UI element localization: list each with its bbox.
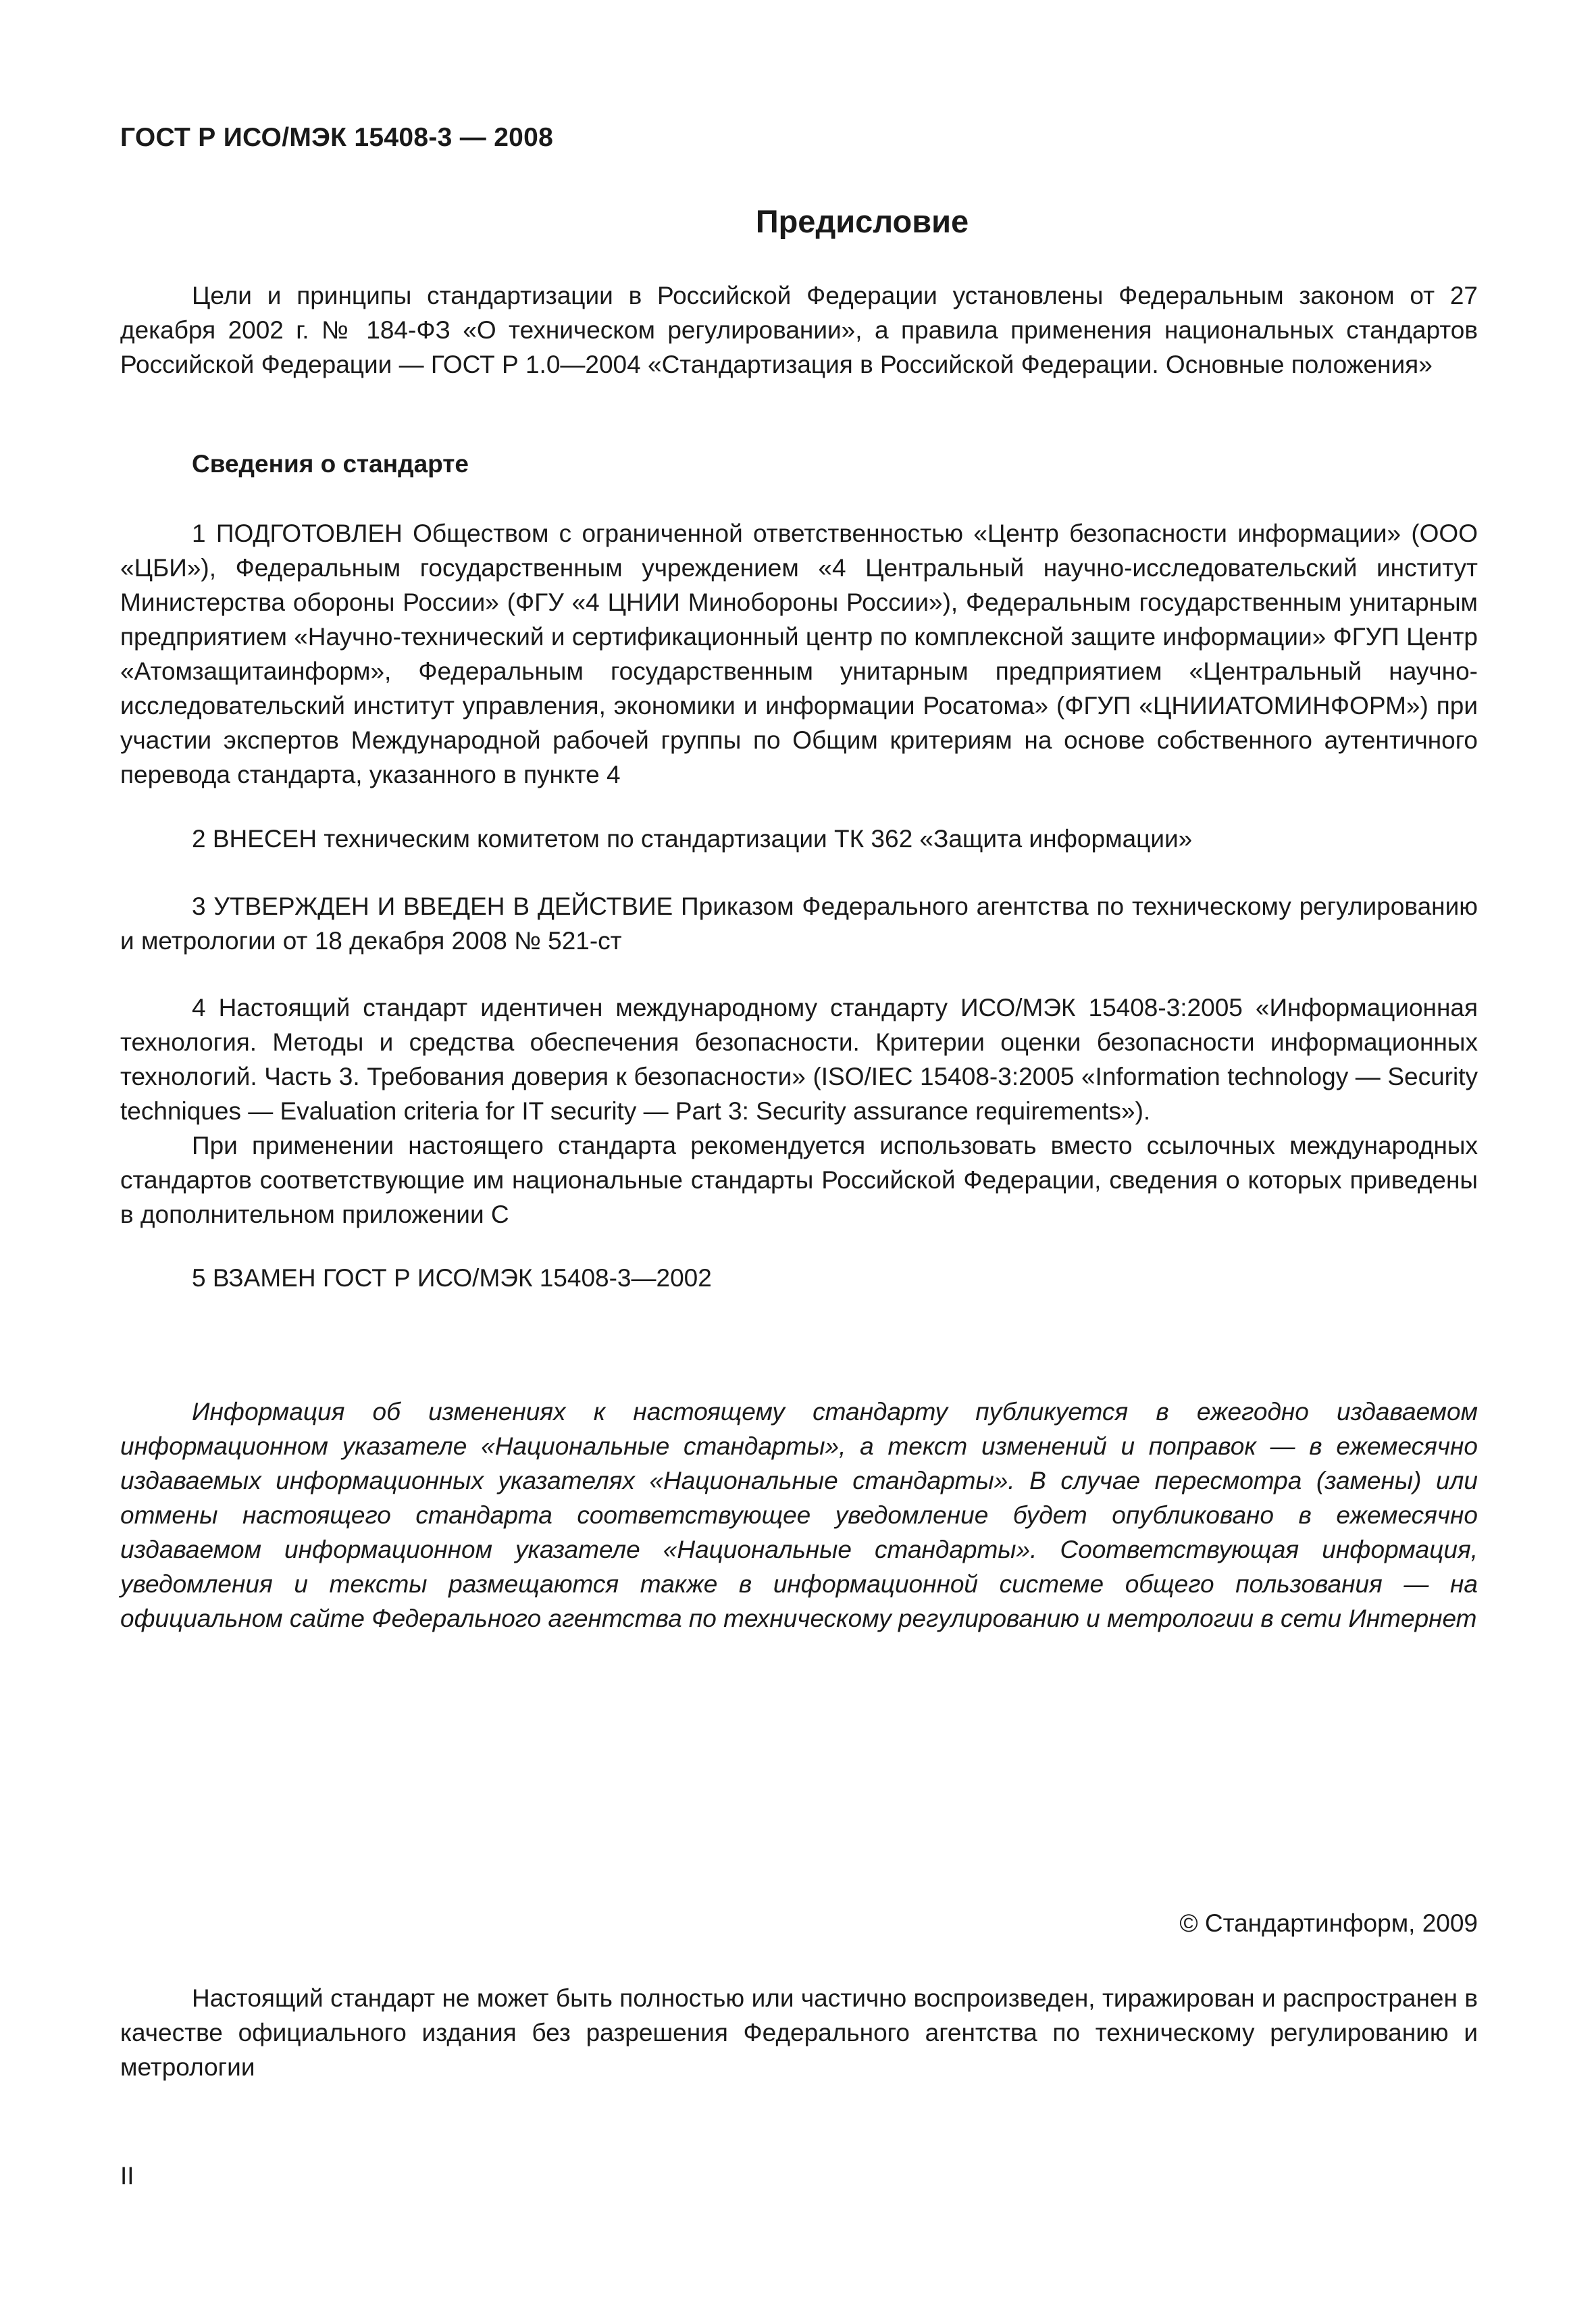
item-paragraph: 1 ПОДГОТОВЛЕН Обществом с ограниченной ответственностью «Центр безопасности информации» (ООО «ЦБИ»), Федеральным государственным учреждением «4 Центральный научно-исследовательский институт Министерства обороны России» (ФГУ «4 ЦНИИ Минобороны России»), Федеральным государственным унитарным предприятием «Научно-технический и сертификационный центр по комплексной защите информации» ФГУП Центр «Атомзащитаинформ», Федеральным государственным унитарным предприятием «Центральный научно-исследовательский институт управления, экономики и информации Росатома» (ФГУП «ЦНИИАТОМИНФОРМ») при участии экспертов Международной рабочей группы по Общим критериям на основе собственного аутентичного перевода стандарта, указанного в пункте 4 (120, 520, 1478, 788)
info-heading: Сведения о стандарте (192, 450, 469, 478)
item-paragraph: При применении настоящего стандарта рекомендуется использовать вместо ссылочных международных стандартов соответствующие им национальные стандарты Российской Федерации, сведения о которых приведены в дополнительном приложении С (120, 1132, 1478, 1228)
item-1-section (120, 516, 1478, 792)
intro-paragraph: Цели и принципы стандартизации в Российской Федерации установлены Федеральным законом от 27 декабря 2002 г. № 184-ФЗ «О техническом регулировании», а правила применения национальных стандартов Российской Федерации — ГОСТ Р 1.0—2004 «Стандартизация в Российской Федерации. Основные положения» (120, 282, 1478, 378)
copyright-line: © Стандартинформ, 2009 (1179, 1909, 1478, 1937)
notice-section (120, 1394, 1478, 1636)
item-4-section (120, 990, 1478, 1232)
item-2-section (120, 822, 1478, 856)
notice-paragraph: Информация об изменениях к настоящему стандарту публикуется в ежегодно издаваемом информационном указателе «Национальные стандарты», а текст изменений и поправок — в ежемесячно издаваемых информационных указателях «Национальные стандарты». В случае пересмотра (замены) или отмены настоящего стандарта соответствующее уведомление будет опубликовано в ежемесячно издаваемом информационном указателе «Национальные стандарты». Соответствующая информация, уведомления и тексты размещаются также в информационной системе общего пользования — на официальном сайте Федерального агентства по техническому регулированию и метрологии в сети Интернет (120, 1398, 1478, 1632)
intro-section (120, 278, 1478, 382)
item-paragraph: 4 Настоящий стандарт идентичен международному стандарту ИСО/МЭК 15408-3:2005 «Информационная технология. Методы и средства обеспечения безопасности. Критерии оценки безопасности информационных технологий. Часть 3. Требования доверия к безопасности» (ISO/IEC 15408-3:2005 «Information technology — Security techniques — Evaluation criteria for IT security — Part 3: Security assurance requirements»). (120, 994, 1478, 1125)
item-paragraph: 3 УТВЕРЖДЕН И ВВЕДЕН В ДЕЙСТВИЕ Приказом Федерального агентства по техническому регулированию и метрологии от 18 декабря 2008 № 521-ст (120, 892, 1478, 955)
item-5-section (120, 1261, 1478, 1295)
page-number: II (120, 2162, 134, 2190)
page-title: Предисловие (755, 203, 969, 239)
standard-code-header: ГОСТ Р ИСО/МЭК 15408-3 — 2008 (120, 123, 554, 152)
item-3-section (120, 889, 1478, 958)
item-paragraph: 2 ВНЕСЕН техническим комитетом по стандартизации ТК 362 «Защита информации» (192, 825, 1193, 853)
item-paragraph: 5 ВЗАМЕН ГОСТ Р ИСО/МЭК 15408-3—2002 (192, 1264, 712, 1292)
restriction-paragraph: Настоящий стандарт не может быть полностью или частично воспроизведен, тиражирован и распространен в качестве официального издания без разрешения Федерального агентства по техническому регулированию и метрологии (120, 1984, 1478, 2081)
restriction-section (120, 1981, 1478, 2084)
